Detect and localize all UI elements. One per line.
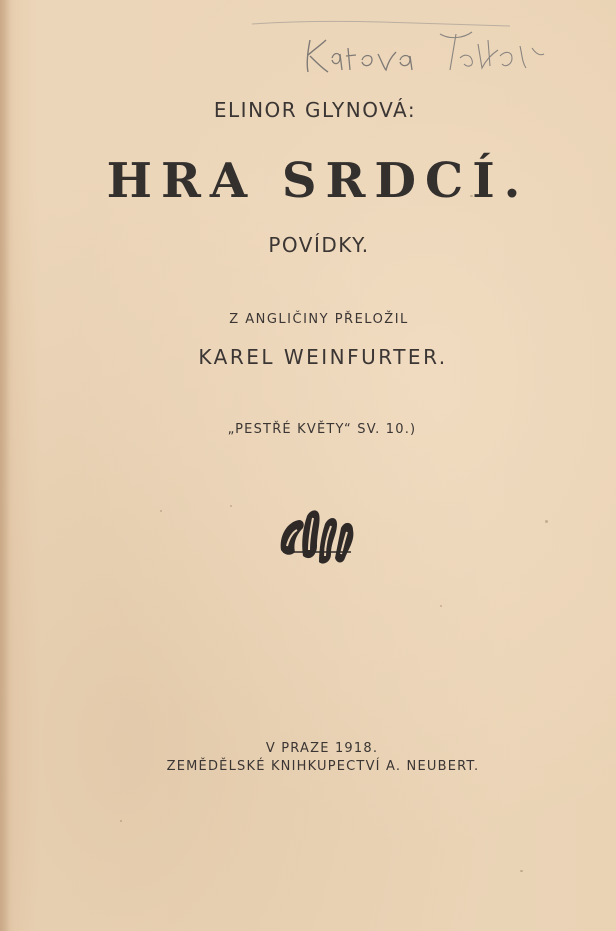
book-title: HRA SRDCÍ. bbox=[106, 153, 530, 209]
publication-place-year: V PRAZE 1918. bbox=[265, 741, 379, 756]
book-subtitle: POVÍDKY. bbox=[268, 233, 370, 257]
paper-speck bbox=[120, 820, 122, 822]
translator-name: KAREL WEINFURTER. bbox=[198, 345, 448, 369]
author-name: ELINOR GLYNOVÁ: bbox=[213, 98, 417, 122]
pencil-signature bbox=[250, 10, 570, 80]
publisher-emblem-icon bbox=[277, 506, 357, 568]
page-spine-edge bbox=[0, 0, 10, 931]
paper-speck bbox=[160, 510, 162, 512]
paper-speck bbox=[545, 520, 548, 523]
series-info: „PESTŘÉ KVĚTY“ SV. 10.) bbox=[227, 422, 417, 437]
paper-speck bbox=[440, 605, 442, 607]
paper-speck bbox=[520, 870, 523, 872]
paper-speck bbox=[230, 505, 232, 507]
publisher-name: ZEMĚDĚLSKÉ KNIHKUPECTVÍ A. NEUBERT. bbox=[166, 759, 480, 774]
translation-credit-label: Z ANGLIČINY PŘELOŽIL bbox=[229, 312, 409, 327]
